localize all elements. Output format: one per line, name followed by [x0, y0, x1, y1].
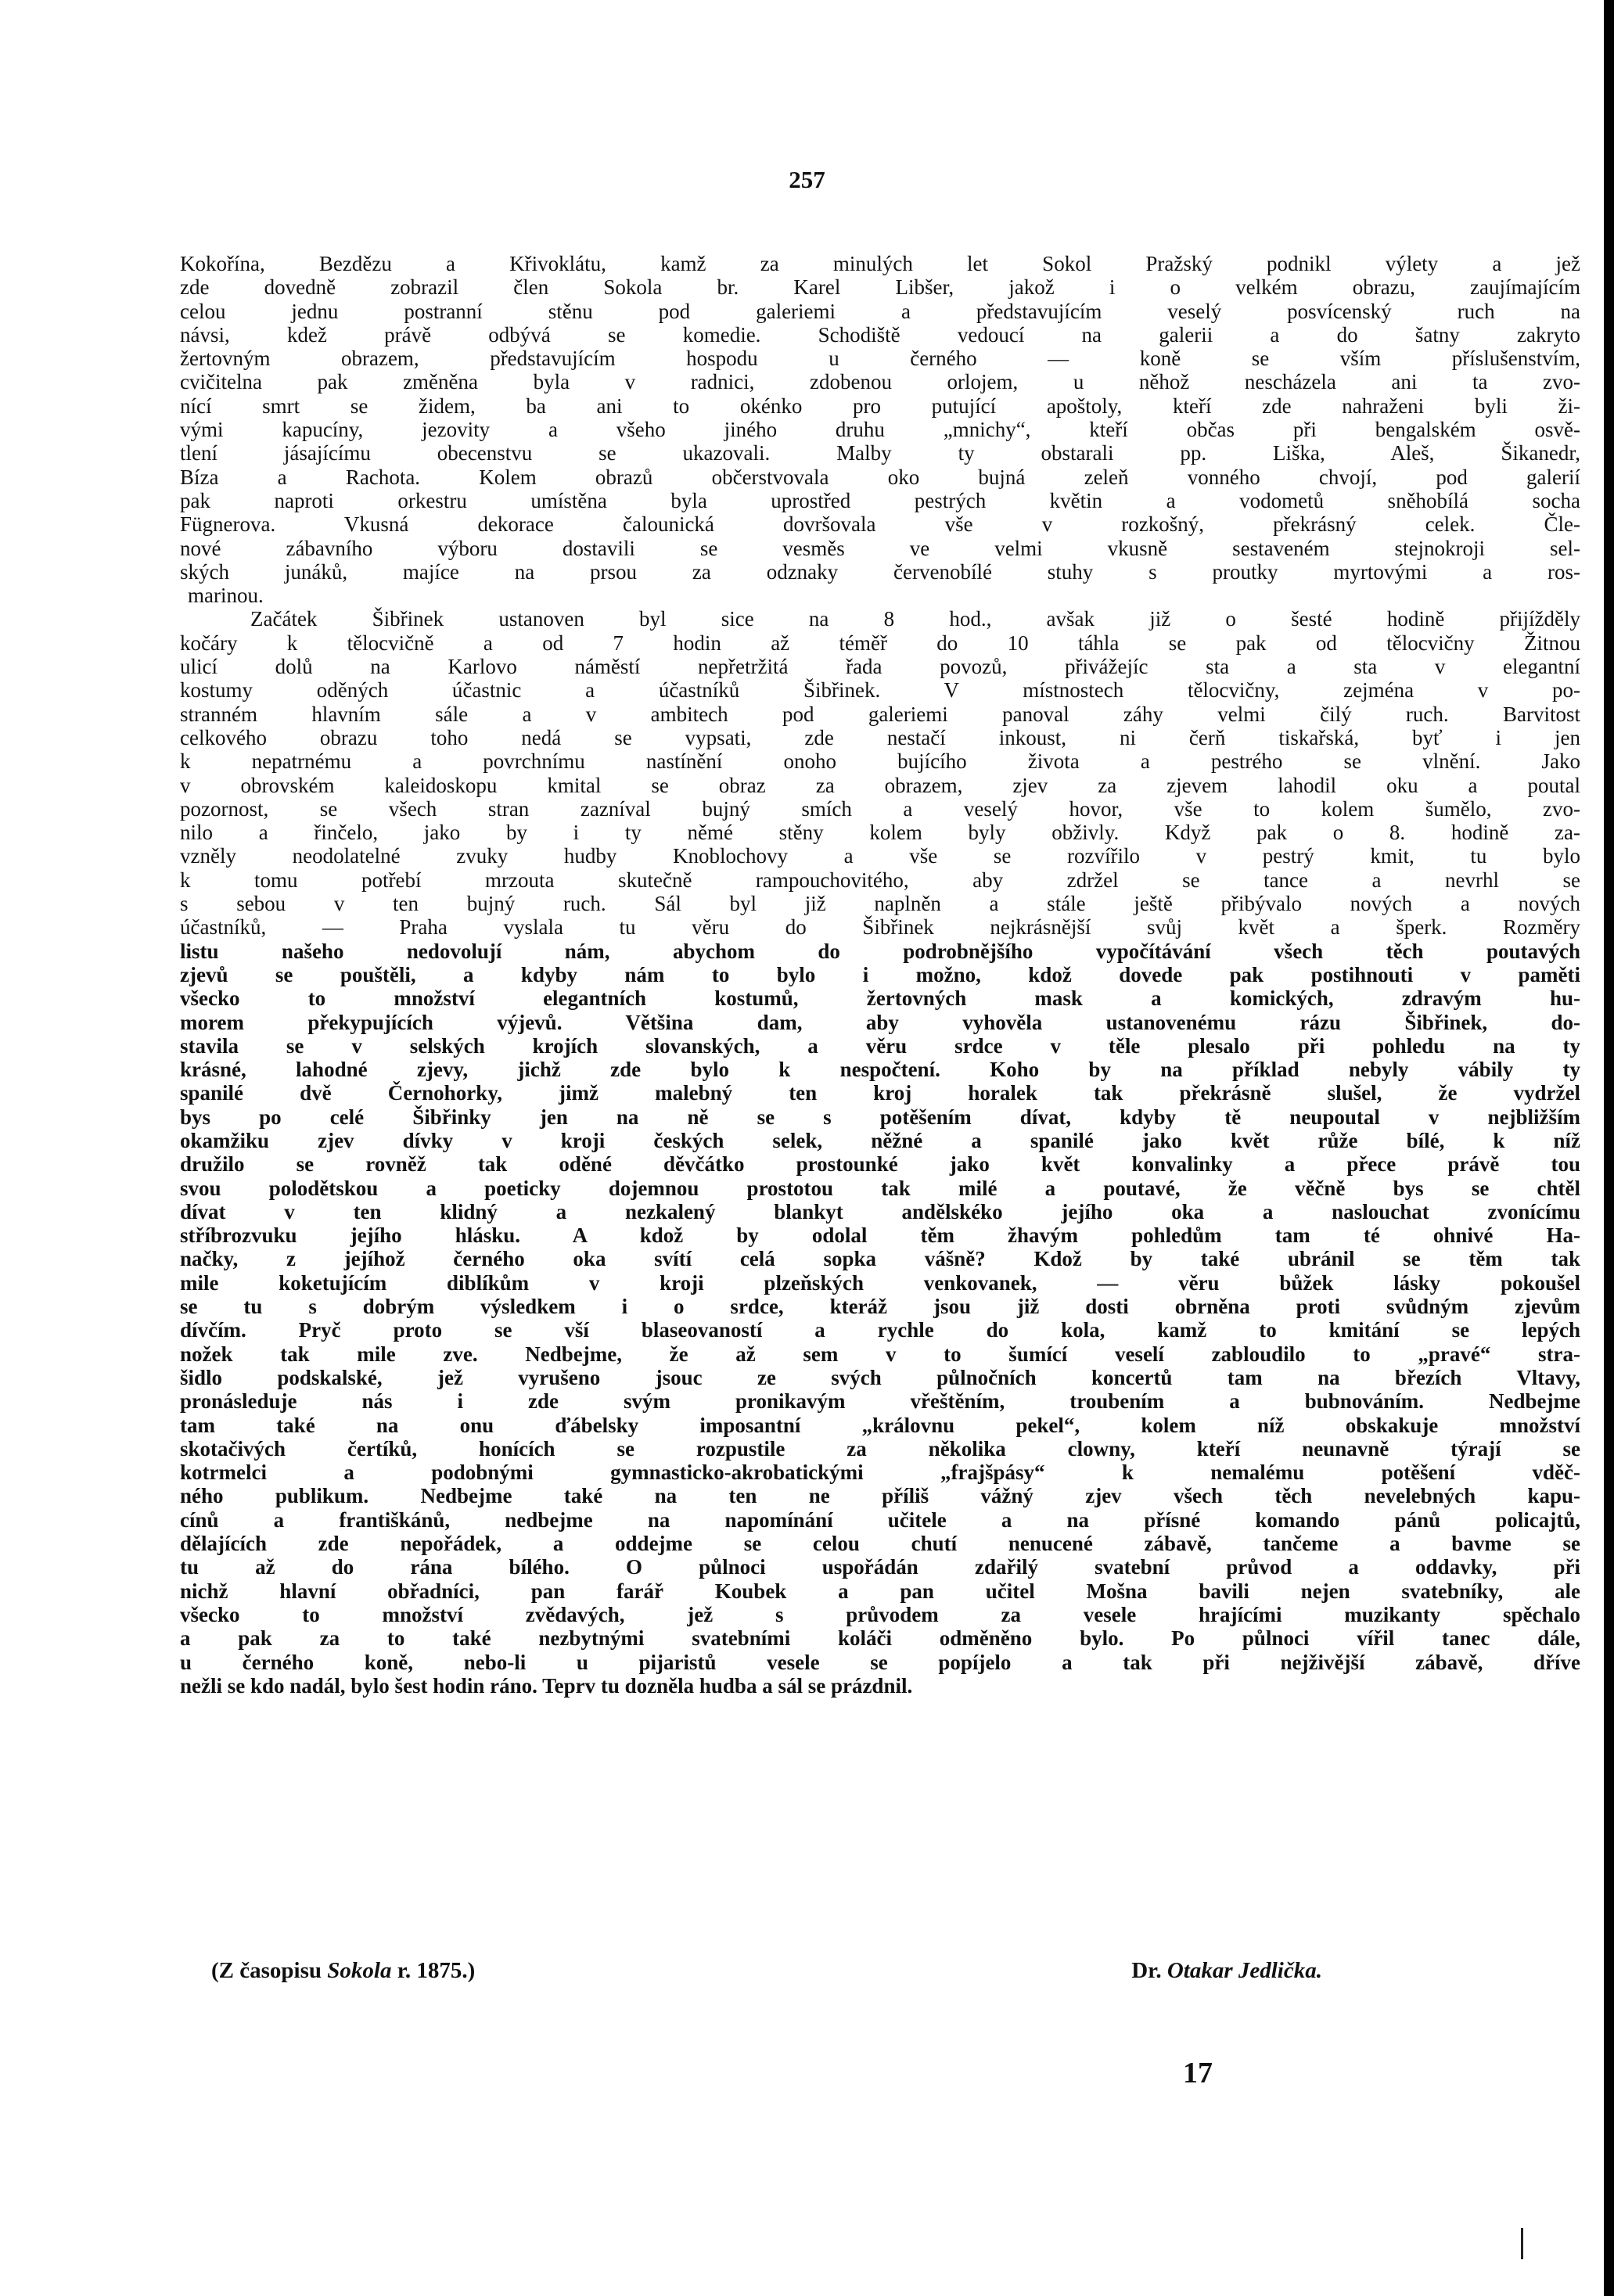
text-line: Fügnerova. Vkusná dekorace čalounická dovršovala vše v rozkošný, překrásný celek. Čle- — [180, 512, 1580, 537]
text-line: všecko to množství zvědavých, jež s průvodem za vesele hrajícími muzikanty spěchalo — [180, 1602, 1580, 1626]
text-line: stranném hlavním sále a v ambitech pod galeriemi panoval záhy velmi čilý ruch. Barvitost — [180, 702, 1580, 726]
text-line: pronásleduje nás i zde svým pronikavým vřeštěním, troubením a bubnováním. Nedbejme — [180, 1389, 1580, 1414]
text-line: Začátek Šibřinek ustanoven byl sice na 8 hod., avšak již o šesté hodině přijížděly — [250, 607, 1580, 631]
text-line: celkového obrazu toho nedá se vypsati, zde nestačí inkoust, ni čerň tiskařská, byť i jen — [180, 725, 1580, 749]
article-paragraph — [180, 252, 1580, 607]
text-line: stříbrozvuku jejího hlásku. A kdož by odolal těm žhavým pohledům tam té ohnivé Ha- — [180, 1223, 1580, 1248]
text-line: všecko to množství elegantních kostumů, žertovných mask a komických, zdravým hu- — [180, 986, 1580, 1011]
text-line: tam také na onu ďábelsky imposantní „královnu pekel“, kolem níž obskakuje množství — [180, 1413, 1580, 1437]
text-line: k tomu potřebí mrzouta skutečně rampouchovitého, aby zdržel se tance a nevrhl se — [180, 868, 1580, 892]
text-line: načky, z jejíhož černého oka svítí celá sopka vášně? Kdož by také ubránil se těm tak — [180, 1247, 1580, 1271]
text-line: mile koketujícím diblíkům v kroji plzeňských venkovanek, — věru bůžek lásky pokoušel — [180, 1270, 1580, 1295]
text-line: tu až do rána bílého. O půlnoci uspořádán zdařilý svatební průvod a oddavky, při — [180, 1555, 1580, 1579]
text-line: zde dovedně zobrazil člen Sokola br. Karel Libšer, jakož i o velkém obrazu, zaujímajícím — [180, 275, 1580, 300]
page-number: 257 — [789, 166, 825, 193]
source-journal: Sokola — [327, 1958, 392, 1983]
text-line: a pak za to také nezbytnými svatebními koláči odměněno bylo. Po půlnoci vířil tanec dále, — [180, 1626, 1580, 1651]
scan-corner-mark — [1521, 2228, 1530, 2259]
source-suffix: r. 1875.) — [397, 1958, 476, 1983]
text-line: nežli se kdo nadál, bylo šest hodin ráno. Teprv tu dozněla hudba a sál se prázdnil. — [180, 1673, 913, 1698]
source-citation — [211, 1958, 475, 1984]
text-line: cvičitelna pak změněna byla v radnici, zdobenou orlojem, u něhož nescházela ani ta zvo- — [180, 370, 1580, 394]
text-line: vými kapucíny, jezovity a všeho jiného druhu „mnichy“, kteří občas při bengalském osvě- — [180, 418, 1580, 442]
text-line: dívat v ten klidný a nezkalený blankyt andělskéko jejího oka a naslouchat zvonícímu — [180, 1199, 1580, 1223]
author-signature — [1131, 1958, 1322, 1984]
text-line: účastníků, — Praha vyslala tu věru do Šibřinek nejkrásnější svůj květ a šperk. Rozměry — [180, 915, 1580, 940]
text-line: celou jednu postranní stěnu pod galeriemi a představujícím veselý posvícenský ruch na — [180, 299, 1580, 323]
text-line: zjevů se pouštěli, a kdyby nám to bylo i možno, kdož dovede pak postihnouti v paměti — [180, 962, 1580, 986]
text-line: listu našeho nedovolují nám, abychom do podrobnějšího vypočítávání všech těch poutavých — [180, 939, 1580, 963]
text-line: s sebou v ten bujný ruch. Sál byl již naplněn a stále ještě přibývalo nových a nových — [180, 892, 1580, 916]
text-line: pozornost, se všech stran zazníval bujný smích a veselý hovor, vše to kolem šumělo, zvo- — [180, 796, 1580, 821]
text-line: vzněly neodolatelné zvuky hudby Knoblochovy a vše se rozvířilo v pestrý kmit, tu bylo — [180, 844, 1580, 868]
text-line: žertovným obrazem, představujícím hospodu u černého — koně se vším příslušenstvím, — [180, 347, 1580, 371]
text-line: krásné, lahodné zjevy, jichž zde bylo k nespočtení. Koho by na příklad nebyly vábily ty — [180, 1058, 1580, 1082]
article-paragraph — [180, 607, 1580, 1698]
text-line: v obrovském kaleidoskopu kmital se obraz za obrazem, zjev za zjevem lahodil oku a poutal — [180, 773, 1580, 797]
text-line: nichž hlavní obřadníci, pan farář Koubek a pan učitel Mošna bavili nejen svatebníky, ale — [180, 1579, 1580, 1603]
text-line: nožek tak mile zve. Nedbejme, že až sem v to šumící veselí zabloudilo to „pravé“ stra- — [180, 1342, 1580, 1366]
text-line: marinou. — [188, 584, 264, 608]
text-line: okamžiku zjev dívky v kroji českých selek, něžné a spanilé jako květ růže bílé, k níž — [180, 1128, 1580, 1152]
text-line: kočáry k tělocvičně a od 7 hodin až téměř do 10 táhla se pak od tělocvičny Žitnou — [180, 631, 1580, 655]
text-line: skotačivých čertíků, honících se rozpustile za několika clowny, kteří neunavně týrají se — [180, 1436, 1580, 1461]
text-line: návsi, kdež právě odbývá se komedie. Schodiště vedoucí na galerii a do šatny zakryto — [180, 322, 1580, 347]
source-prefix: (Z časopisu — [211, 1958, 322, 1983]
text-line: nilo a řinčelo, jako by i ty němé stěny kolem byly obživly. Když pak o 8. hodině za- — [180, 821, 1580, 845]
text-line: spanilé dvě Černohorky, jimž malebný ten kroj horalek tak překrásně slušel, že vydržel — [180, 1081, 1580, 1105]
text-line: kostumy oděných účastnic a účastníků Šibřinek. V místnostech tělocvičny, zejména v po- — [180, 678, 1580, 702]
text-line: nové zábavního výboru dostavili se vesměs ve velmi vkusně sestaveném stejnokroji sel- — [180, 536, 1580, 560]
text-line: bys po celé Šibřinky jen na ně se s potěšením dívat, kdyby tě neupoutal v nejbližším — [180, 1105, 1580, 1129]
text-line: kotrmelci a podobnými gymnasticko-akrobatickými „frajšpásy“ k nemalému potěšení vděč- — [180, 1461, 1580, 1485]
sheet-signature-number: 17 — [1183, 2057, 1213, 2089]
text-line: se tu s dobrým výsledkem i o srdce, kteráž jsou již dosti obrněna proti svůdným zjevům — [180, 1295, 1580, 1319]
text-line: k nepatrnému a povrchnímu nastínění onoho bujícího života a pestrého se vlnění. Jako — [180, 749, 1580, 774]
text-line: družilo se rovněž tak oděné děvčátko prostounké jako květ konvalinky a přece právě tou — [180, 1152, 1580, 1177]
text-line: tlení jásajícímu obecenstvu se ukazovali. Malby ty obstarali pp. Liška, Aleš, Šikanedr, — [180, 441, 1580, 465]
text-line: svou polodětskou a poeticky dojemnou prostotou tak milé a poutavé, že věčně bys se chtěl — [180, 1176, 1580, 1200]
text-line: Kokořína, Bezdězu a Křivoklátu, kamž za minulých let Sokol Pražský podnikl výlety a jež — [180, 252, 1580, 275]
text-line: Bíza a Rachota. Kolem obrazů občerstvovala oko bujná zeleň vonného chvojí, pod galerií — [180, 465, 1580, 489]
page-scan-edge — [1604, 0, 1614, 2296]
text-line: ských junáků, majíce na prsou za odznaky červenobílé stuhy s proutky myrtovými a ros- — [180, 559, 1580, 584]
text-line: nící smrt se židem, ba ani to okénko pro putující apoštoly, kteří zde nahraženi byli ži- — [180, 393, 1580, 418]
text-line: stavila se v selských krojích slovanských, a věru srdce v těle plesalo při pohledu na ty — [180, 1033, 1580, 1058]
text-line: ulicí dolů na Karlovo náměstí nepřetržitá řada povozů, přivážejíc sta a sta v elegantní — [180, 655, 1580, 679]
text-line: dívčím. Pryč proto se vší blaseovaností a rychle do kola, kamž to kmitání se lepých — [180, 1318, 1580, 1342]
article-body — [180, 252, 1580, 1698]
text-line: dělajících zde nepořádek, a oddejme se celou chutí nenucené zábavě, tančeme a bavme se — [180, 1532, 1580, 1556]
text-line: šidlo podskalské, jež vyrušeno jsouc ze svých půlnočních koncertů tam na březích Vltavy, — [180, 1365, 1580, 1389]
text-line: ného publikum. Nedbejme také na ten ne příliš vážný zjev všech těch nevelebných kapu- — [180, 1484, 1580, 1508]
text-line: u černého koně, nebo-li u pijaristů vesele se popíjelo a tak při nejživější zábavě, dříve — [180, 1650, 1580, 1674]
text-line: pak naproti orkestru umístěna byla uprostřed pestrých květin a vodometů sněhobílá socha — [180, 488, 1580, 512]
author-name: Otakar Jedlička. — [1166, 1958, 1322, 1983]
author-title: Dr. — [1131, 1958, 1162, 1983]
text-line: cínů a františkánů, nedbejme na napomínání učitele a na přísné komando pánů policajtů, — [180, 1507, 1580, 1532]
text-line: morem překypujících výjevů. Většina dam, aby vyhověla ustanovenému rázu Šibřinek, do- — [180, 1010, 1580, 1034]
